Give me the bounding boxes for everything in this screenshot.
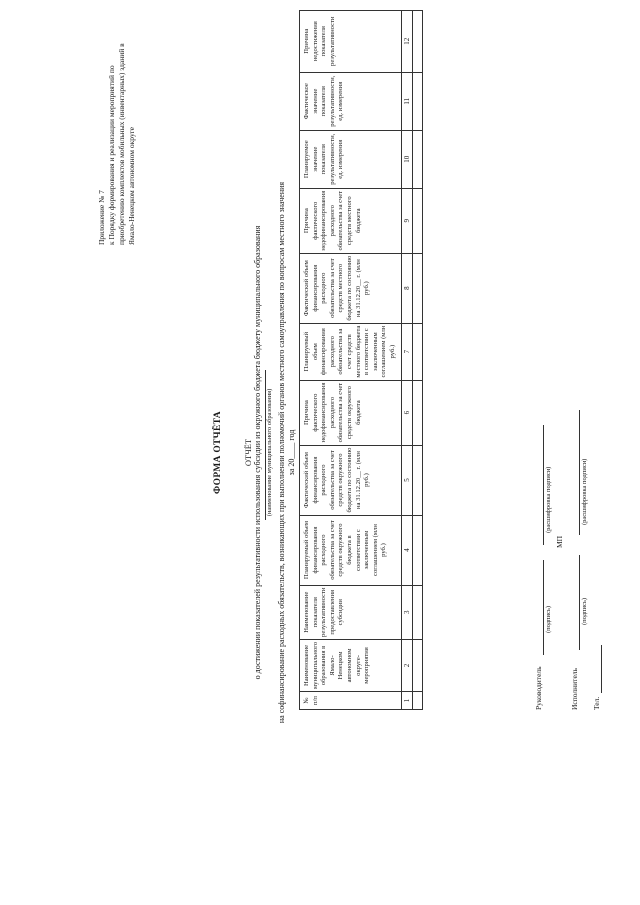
header-cell: Фактический объем финансирования расходного обязательства за счет средств местного бюджета по состоянию на 31.12.20__ г. (млн руб.) <box>300 253 402 323</box>
report-year: за 20____ год <box>287 429 296 476</box>
column-number: 5 <box>401 445 413 515</box>
municipality-caption: (наименование муниципального образования) <box>266 388 273 517</box>
table-header-row <box>300 10 402 709</box>
header-cell: Причина фактического недофинансирования расходного обязательства за счет средств окружного бюджета <box>300 380 402 445</box>
header-cell: Наименование муниципального образования в Ямало-Ненецком автономном округе-мероприятия <box>300 639 402 691</box>
report-table <box>299 10 423 710</box>
column-number: 11 <box>401 72 413 130</box>
header-cell: Наименование показателя результативности предоставления субсидии <box>300 585 402 639</box>
column-number: 2 <box>401 639 413 691</box>
header-cell: Планируемый объем финансирования расходного обязательства за счет средств окружного бюджета в соответствии с заключенным соглашением (млн руб.) <box>300 515 402 585</box>
header-cell: № п/п <box>300 692 402 710</box>
head-signature-caption: (подпись) <box>545 606 552 633</box>
column-number: 9 <box>401 188 413 253</box>
head-name-caption: (расшифровка подписи) <box>545 466 552 533</box>
column-number: 10 <box>401 130 413 188</box>
head-label: Руководитель <box>534 666 543 710</box>
column-number: 6 <box>401 380 413 445</box>
column-number-row <box>401 10 413 709</box>
executor-name-line <box>570 410 580 535</box>
executor-signature-line <box>570 555 580 650</box>
header-cell: Причина фактического недофинансирования расходного обязательства за счет средств местного бюджета <box>300 188 402 253</box>
column-number: 7 <box>401 323 413 380</box>
appendix-number: Приложение № 7 <box>97 190 106 245</box>
header-cell: Причина недостижения показателя результативности <box>300 10 402 72</box>
header-cell: Фактическое значение показателя результативности, ед. измерения <box>300 72 402 130</box>
phone-line <box>592 645 602 693</box>
appendix-reference: к Порядку формирования и реализации мероприятий по приобретению комплектов мобильных (инвентарных) зданий в Ямало-Ненецком автономном округе <box>107 43 136 245</box>
column-number: 4 <box>401 515 413 585</box>
form-title: ФОРМА ОТЧЁТА <box>213 411 223 494</box>
report-description-2: на софинансирование расходных обязательств, возникающих при выполнении полномочий органов местного самоуправления по вопросам местного значения <box>277 181 286 724</box>
appendix-block <box>97 25 137 245</box>
table-empty-row <box>413 10 423 709</box>
head-signature-line <box>534 560 544 655</box>
stamp-place: МП <box>555 535 564 548</box>
executor-name-caption: (расшифровка подписи) <box>581 458 588 525</box>
column-number: 1 <box>401 692 413 710</box>
header-cell: Планируемый объем финансирования расходного обязательства за счет средств местного бюджета в соответствии с заключенным соглашением (млн руб.) <box>300 323 402 380</box>
head-name-line <box>534 425 544 545</box>
report-title: ОТЧЁТ <box>243 438 253 467</box>
column-number: 12 <box>401 10 413 72</box>
header-cell: Планируемое значение показателя результативности, ед. измерения <box>300 130 402 188</box>
report-description-1: о достижении показателей результативности использования субсидии из окружного бюджета бюджету муниципального образования <box>253 225 262 680</box>
column-number: 3 <box>401 585 413 639</box>
executor-signature-caption: (подпись) <box>581 598 588 625</box>
header-cell: Фактический объем финансирования расходного обязательства за счет средств окружного бюджета по состоянию на 31.12.20__ г. (млн руб.) <box>300 445 402 515</box>
column-number: 8 <box>401 253 413 323</box>
phone-label: Тел. <box>592 696 601 710</box>
executor-label: Исполнитель <box>570 668 579 710</box>
